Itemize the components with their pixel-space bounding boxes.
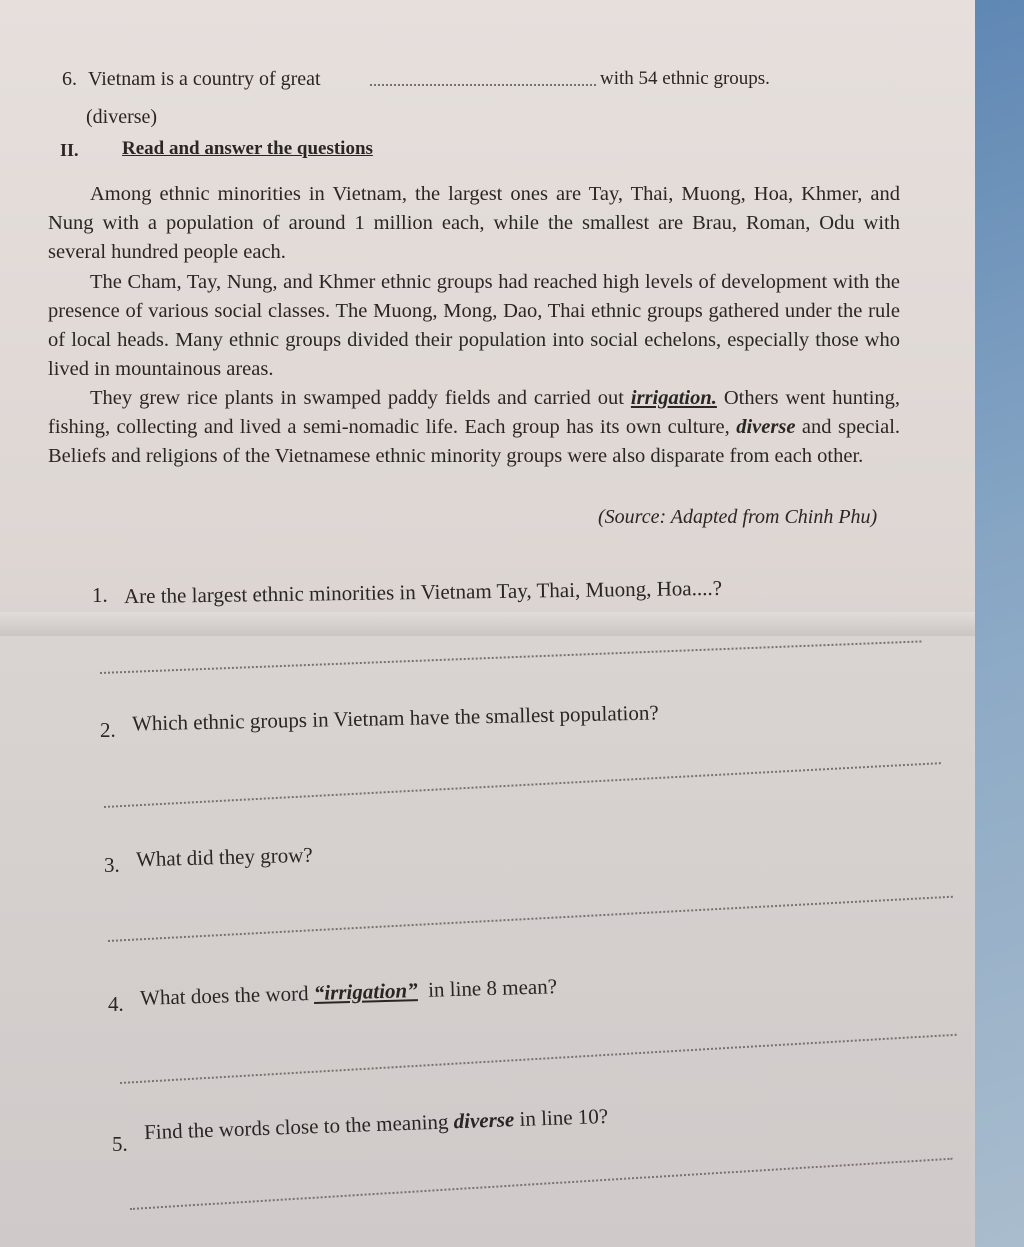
section-title: Read and answer the questions <box>122 138 373 159</box>
exercise-6-blank[interactable] <box>370 84 596 86</box>
passage-irrigation-word: irrigation. <box>630 387 717 409</box>
answer-line-1[interactable] <box>100 640 921 674</box>
passage-diverse-word: diverse <box>736 416 796 438</box>
exercise-6-text-after: with 54 ethnic groups. <box>600 68 770 89</box>
question-5-diverse-word: diverse <box>453 1107 515 1134</box>
question-5-text-after: in line 10? <box>519 1103 609 1131</box>
exercise-6-hint: (diverse) <box>86 106 158 128</box>
answer-line-2[interactable] <box>104 762 941 808</box>
question-4-number: 4. <box>108 992 124 1016</box>
passage-source: (Source: Adapted from Chinh Phu) <box>598 506 878 528</box>
answer-line-4[interactable] <box>120 1034 957 1084</box>
passage-paragraph-1 <box>48 180 900 267</box>
question-1-text: Are the largest ethnic minorities in Vietnam Tay, Thai, Muong, Hoa....? <box>123 575 723 609</box>
passage-p3-text-c: and special. Beliefs and religions of the Vietnamese ethnic minority groups were also disparate from each other. <box>48 416 901 467</box>
question-5-text <box>144 1104 609 1145</box>
question-5-text-before: Find the words close to the meaning <box>143 1109 449 1145</box>
question-3-text: What did they grow? <box>135 842 313 872</box>
question-4-text-after: in line 8 mean? <box>427 974 558 1002</box>
answer-line-3[interactable] <box>108 896 953 942</box>
passage-paragraph-3 <box>48 384 900 471</box>
passage-paragraph-2 <box>48 268 900 384</box>
question-4-text-before: What does the word <box>139 981 309 1010</box>
paper-fold <box>0 612 975 636</box>
question-4-irrigation-word: “irrigation” <box>313 978 418 1005</box>
question-2-text: Which ethnic groups in Vietnam have the smallest population? <box>131 700 659 736</box>
exercise-6-number: 6. <box>62 68 77 90</box>
question-5-number: 5. <box>112 1132 128 1156</box>
section-numeral: II. <box>60 140 79 160</box>
question-3-number: 3. <box>104 853 120 877</box>
answer-line-5[interactable] <box>130 1158 953 1210</box>
question-2-number: 2. <box>100 718 116 742</box>
passage-p1-text: Among ethnic minorities in Vietnam, the largest ones are Tay, Thai, Muong, Hoa, Khmer, and Nung with a population of around 1 million each, while the smallest are Brau, Roman, Odu with several hundred people each. <box>48 183 900 263</box>
exercise-6-text-before: Vietnam is a country of great <box>88 68 321 90</box>
question-4-text <box>140 974 558 1011</box>
passage-p3-text-b: Others went hunting, fishing, collecting and lived a semi-nomadic life. Each group has its own culture, <box>48 387 901 438</box>
question-1-number: 1. <box>92 583 108 607</box>
passage-p3-text-a: They grew rice plants in swamped paddy fields and carried out <box>90 387 624 409</box>
passage-p2-text: The Cham, Tay, Nung, and Khmer ethnic groups had reached high levels of development with the presence of various social classes. The Muong, Mong, Dao, Thai ethnic groups gathered under the rule of local heads. Many ethnic groups divided their population into social echelons, especially those who lived in mountainous areas. <box>48 271 900 380</box>
